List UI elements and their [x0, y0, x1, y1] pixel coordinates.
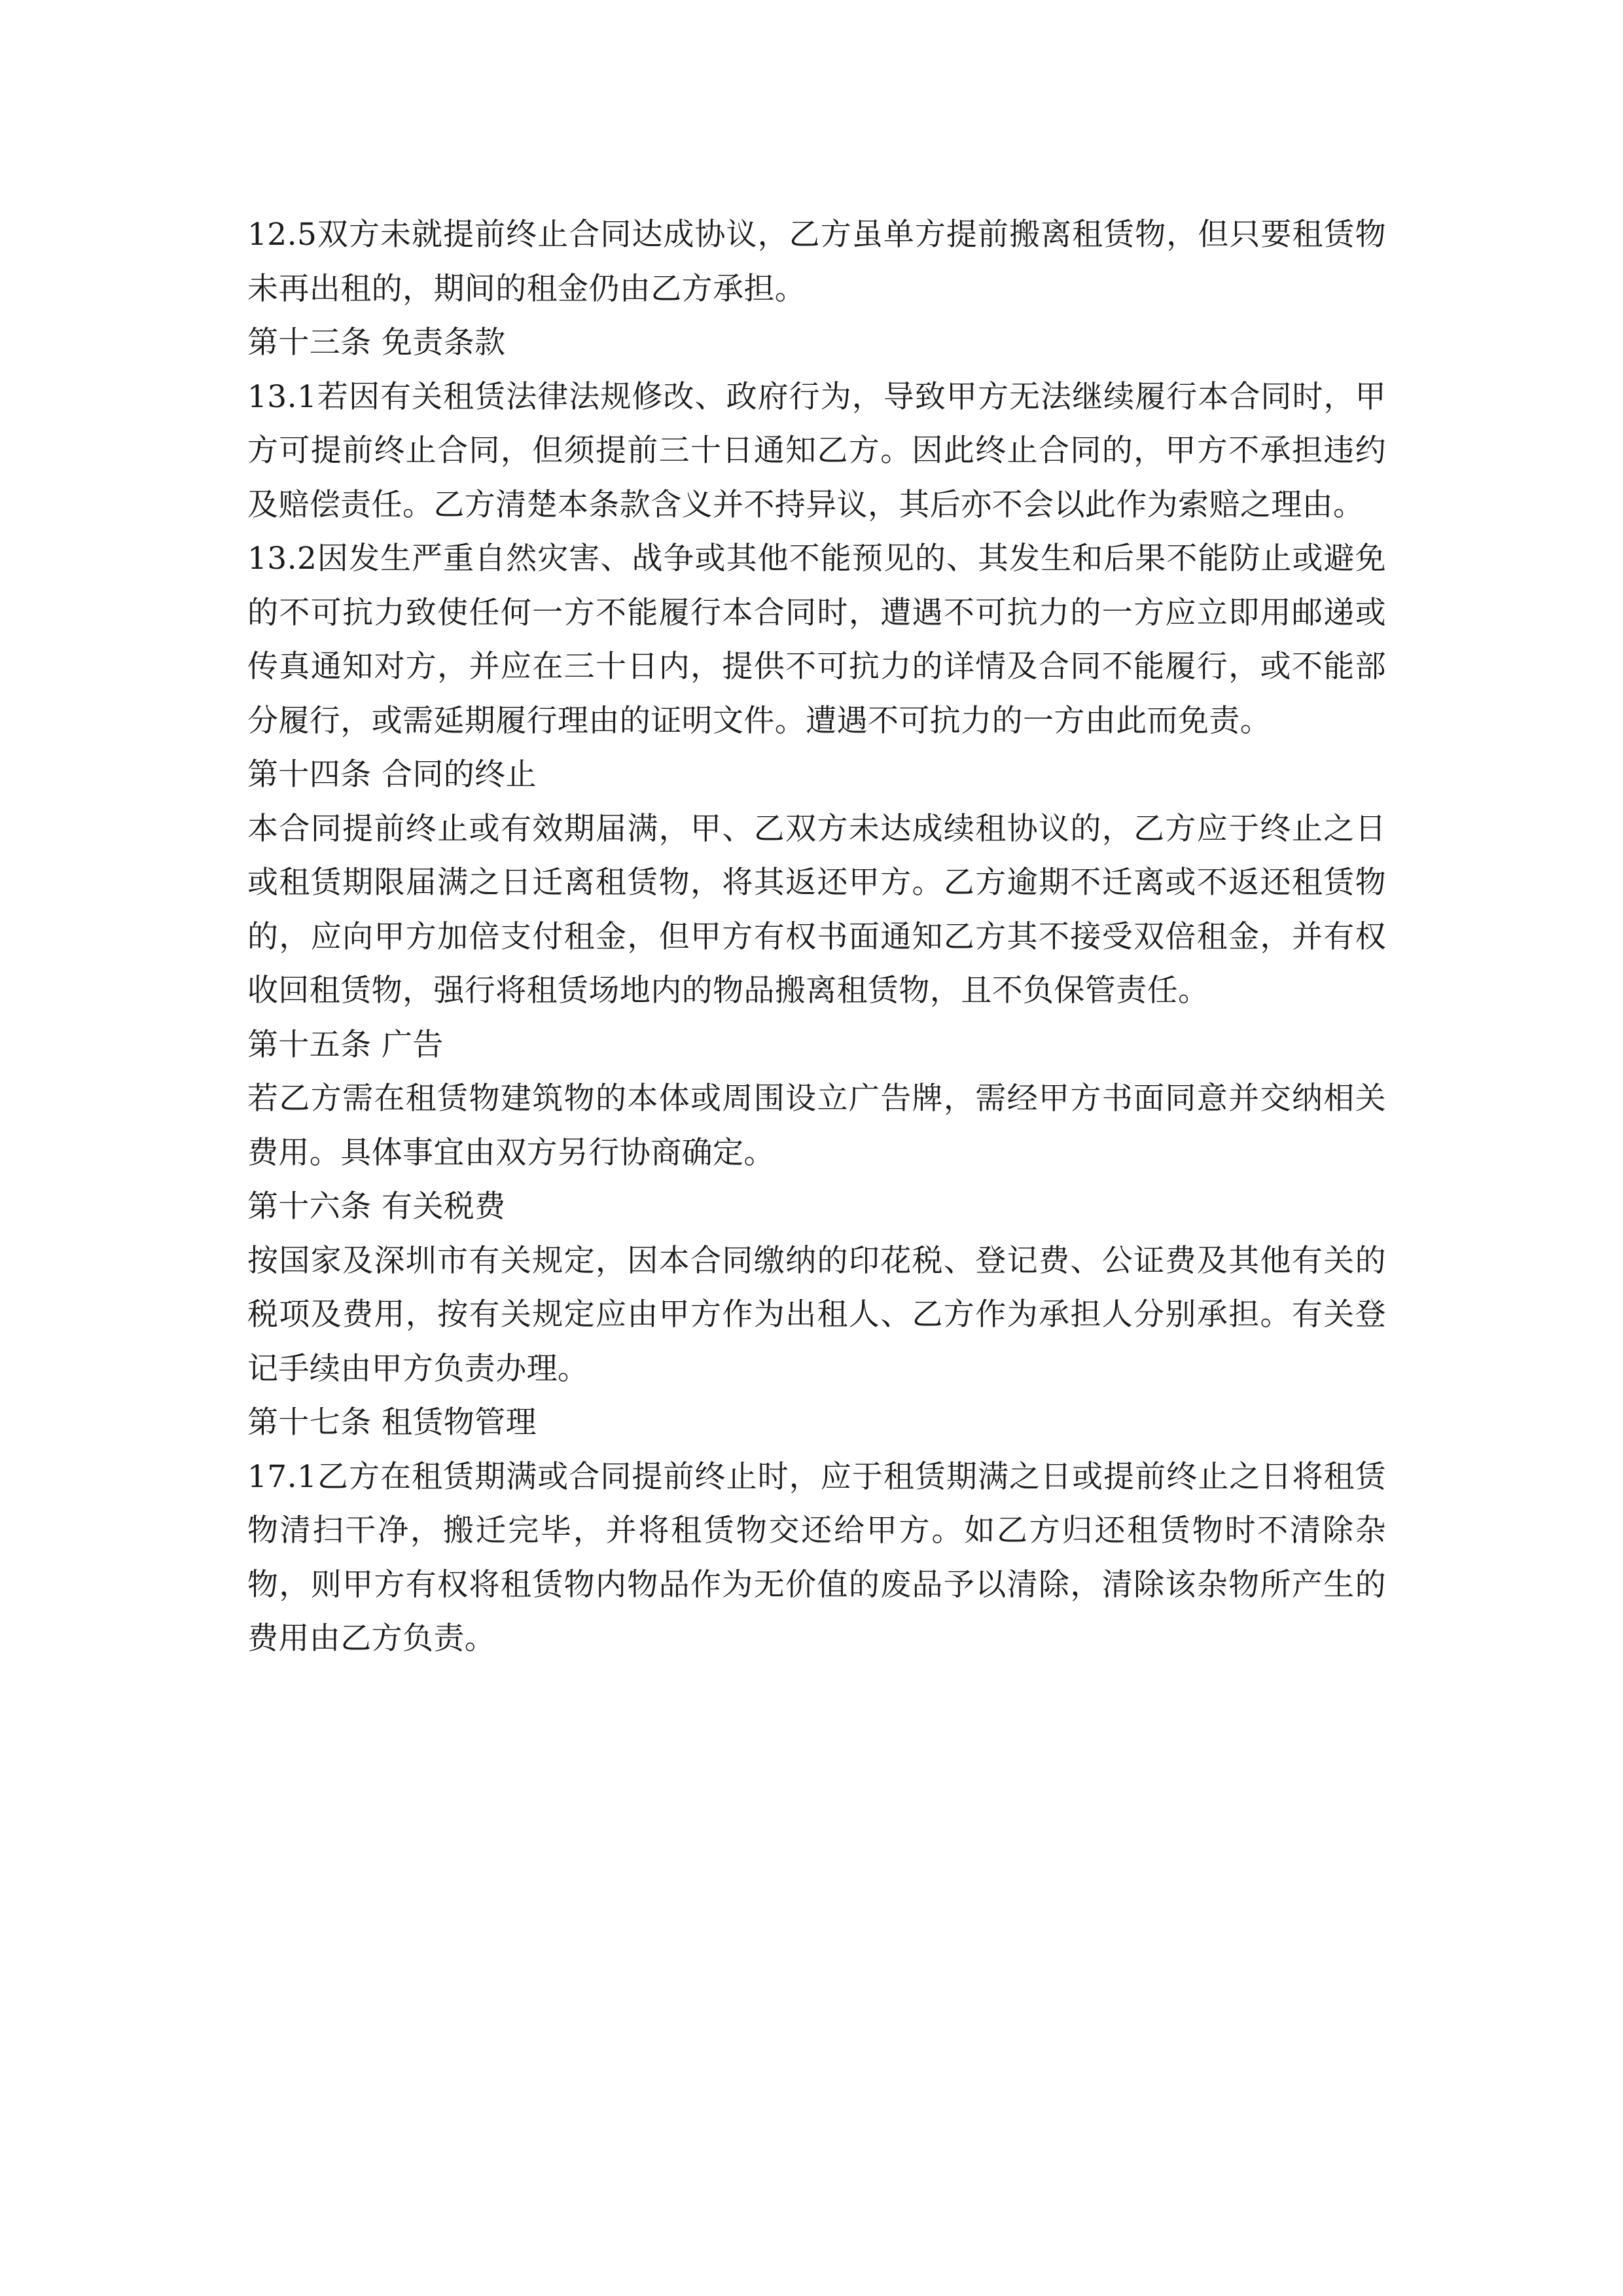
article-16-heading: 第十六条 有关税费: [247, 1189, 506, 1225]
article-15-text: 若乙方需在租赁物建筑物的本体或周围设立广告牌，需经甲方书面同意并交纳相关费用。具体事宜由双方另行协商确定。: [247, 1081, 1386, 1171]
document-body: [247, 208, 1386, 1666]
article-14-heading: 第十四条 合同的终止: [247, 757, 537, 793]
clause-17-1: 17.1乙方在租赁期满或合同提前终止时，应于租赁期满之日或提前终止之日将租赁物清扫干净，搬迁完毕，并将租赁物交还给甲方。如乙方归还租赁物时不清除杂物，则甲方有权将租赁物内物品作为无价值的废品予以清除，清除该杂物所产生的费用由乙方负责。: [247, 1458, 1386, 1657]
article-15-heading: 第十五条 广告: [247, 1026, 444, 1063]
article-17-heading: 第十七条 租赁物管理: [247, 1405, 537, 1441]
clause-13-1: 13.1若因有关租赁法律法规修改、政府行为，导致甲方无法继续履行本合同时，甲方可提前终止合同，但须提前三十日通知乙方。因此终止合同的，甲方不承担违约及赔偿责任。乙方清楚本条款含义并不持异议，其后亦不会以此作为索赔之理由。: [247, 378, 1386, 523]
clause-12-5: 12.5双方未就提前终止合同达成协议，乙方虽单方提前搬离租赁物，但只要租赁物未再出租的，期间的租金仍由乙方承担。: [247, 217, 1386, 307]
article-13-heading: 第十三条 免责条款: [247, 325, 506, 361]
article-14-text: 本合同提前终止或有效期届满，甲、乙双方未达成续租协议的，乙方应于终止之日或租赁期限届满之日迁离租赁物，将其返还甲方。乙方逾期不迁离或不返还租赁物的，应向甲方加倍支付租金，但甲方有权书面通知乙方其不接受双倍租金，并有权收回租赁物，强行将租赁场地内的物品搬离租赁物，且不负保管责任。: [247, 810, 1386, 1009]
article-16-text: 按国家及深圳市有关规定，因本合同缴纳的印花税、登记费、公证费及其他有关的税项及费用，按有关规定应由甲方作为出租人、乙方作为承担人分别承担。有关登记手续由甲方负责办理。: [247, 1242, 1386, 1387]
clause-13-2: 13.2因发生严重自然灾害、战争或其他不能预见的、其发生和后果不能防止或避免的不可抗力致使任何一方不能履行本合同时，遭遇不可抗力的一方应立即用邮递或传真通知对方，并应在三十日内，提供不可抗力的详情及合同不能履行，或不能部分履行，或需延期履行理由的证明文件。遭遇不可抗力的一方由此而免责。: [247, 541, 1386, 739]
